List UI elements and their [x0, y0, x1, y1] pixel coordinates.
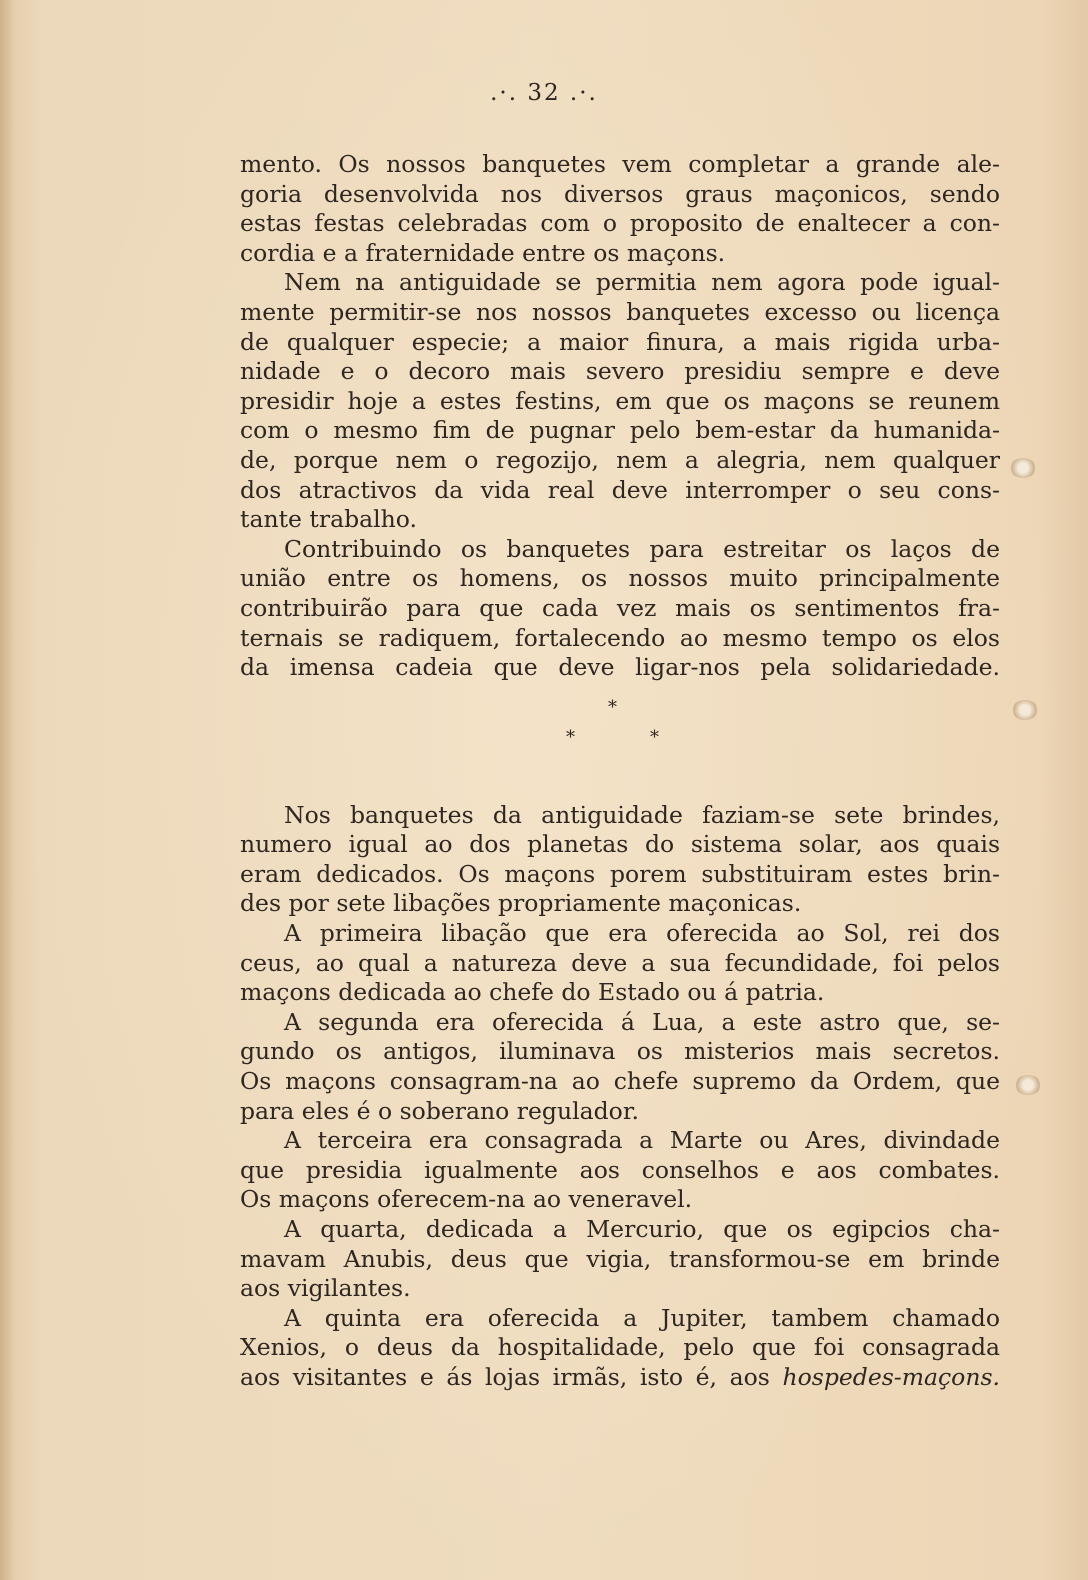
text-line: A primeira libação que era oferecida ao Sol, rei dos	[284, 919, 1000, 948]
text-line: de qualquer especie; a maior finura, a mais rigida urba-	[240, 327, 1000, 356]
text-line: para eles é o soberano regulador.	[240, 1096, 639, 1125]
text-line: dos atractivos da vida real deve interromper o seu cons-	[240, 475, 1000, 504]
text-line: aos vigilantes.	[240, 1274, 411, 1303]
text-line-final	[240, 1363, 1000, 1393]
page-damage-mark	[1015, 1075, 1041, 1095]
text-line: Os maçons consagram-na ao chefe supremo da Ordem, que	[240, 1067, 1000, 1096]
text-line: numero igual ao dos planetas do sistema solar, aos quais	[240, 830, 1000, 859]
text-line: eram dedicados. Os maçons porem substituiram estes brin-	[240, 859, 1000, 888]
separator-star: *	[650, 726, 659, 748]
text-line: cordia e a fraternidade entre os maçons.	[240, 238, 726, 267]
text-line: des por sete libações propriamente maçonicas.	[240, 889, 802, 918]
text-line: mente permitir-se nos nossos banquetes excesso ou licença	[240, 297, 1000, 326]
text-line: Nem na antiguidade se permitia nem agora pode igual-	[284, 268, 1000, 297]
text-line: que presidia igualmente aos conselhos e aos combates.	[240, 1155, 1000, 1184]
text-line: com o mesmo fim de pugnar pelo bem-estar da humanida-	[240, 416, 1000, 445]
page-damage-mark	[1012, 700, 1038, 720]
text-line: ternais se radiquem, fortalecendo ao mesmo tempo os elos	[240, 623, 1000, 652]
text-line: tante trabalho.	[240, 505, 418, 534]
final-line-emphasis: hospedes-maçons.	[782, 1362, 1000, 1391]
separator-star: *	[608, 696, 617, 718]
page-damage-mark	[1010, 458, 1036, 478]
section-separator	[240, 683, 1000, 801]
text-line: nidade e o decoro mais severo presidiu sempre e deve	[240, 357, 1000, 386]
text-line: estas festas celebradas com o proposito de enaltecer a con-	[240, 209, 1000, 238]
text-line: mavam Anubis, deus que vigia, transformou-se em brinde	[240, 1244, 1000, 1273]
text-line: Contribuindo os banquetes para estreitar os laços de	[284, 534, 1000, 563]
text-line: presidir hoje a estes festins, em que os maçons se reunem	[240, 386, 1000, 415]
text-line: Xenios, o deus da hospitalidade, pelo que foi consagrada	[240, 1333, 1000, 1362]
text-line: Nos banquetes da antiguidade faziam-se sete brindes,	[284, 800, 1000, 829]
page-gutter	[0, 0, 14, 1580]
text-line: ceus, ao qual a natureza deve a sua fecundidade, foi pelos	[240, 948, 1000, 977]
text-line: maçons dedicada ao chefe do Estado ou á patria.	[240, 978, 825, 1007]
text-line: contribuirão para que cada vez mais os sentimentos fra-	[240, 593, 1000, 622]
text-line: mento. Os nossos banquetes vem completar a grande ale-	[240, 150, 1000, 178]
text-line: união entre os homens, os nossos muito principalmente	[240, 564, 1000, 593]
separator-star: *	[566, 726, 575, 748]
text-line: A terceira era consagrada a Marte ou Ares, divindade	[284, 1126, 1000, 1155]
text-line: de, porque nem o regozijo, nem a alegria, nem qualquer	[240, 445, 1000, 474]
text-line: A quinta era oferecida a Jupiter, tambem chamado	[284, 1303, 1000, 1332]
page-number: .·. 32 .·.	[490, 80, 598, 106]
page-body	[240, 150, 1000, 1393]
text-line: da imensa cadeia que deve ligar-nos pela solidariedade.	[240, 653, 1000, 682]
final-line-text: aos visitantes e ás lojas irmãs, isto é, aos	[240, 1362, 783, 1391]
text-line: Os maçons oferecem-na ao veneravel.	[240, 1185, 693, 1214]
text-line: A segunda era oferecida á Lua, a este astro que, se-	[284, 1007, 1000, 1036]
text-line: A quarta, dedicada a Mercurio, que os egipcios cha-	[284, 1215, 1000, 1243]
text-line: goria desenvolvida nos diversos graus maçonicos, sendo	[240, 179, 1000, 208]
text-line: gundo os antigos, iluminava os misterios mais secretos.	[240, 1037, 1000, 1066]
